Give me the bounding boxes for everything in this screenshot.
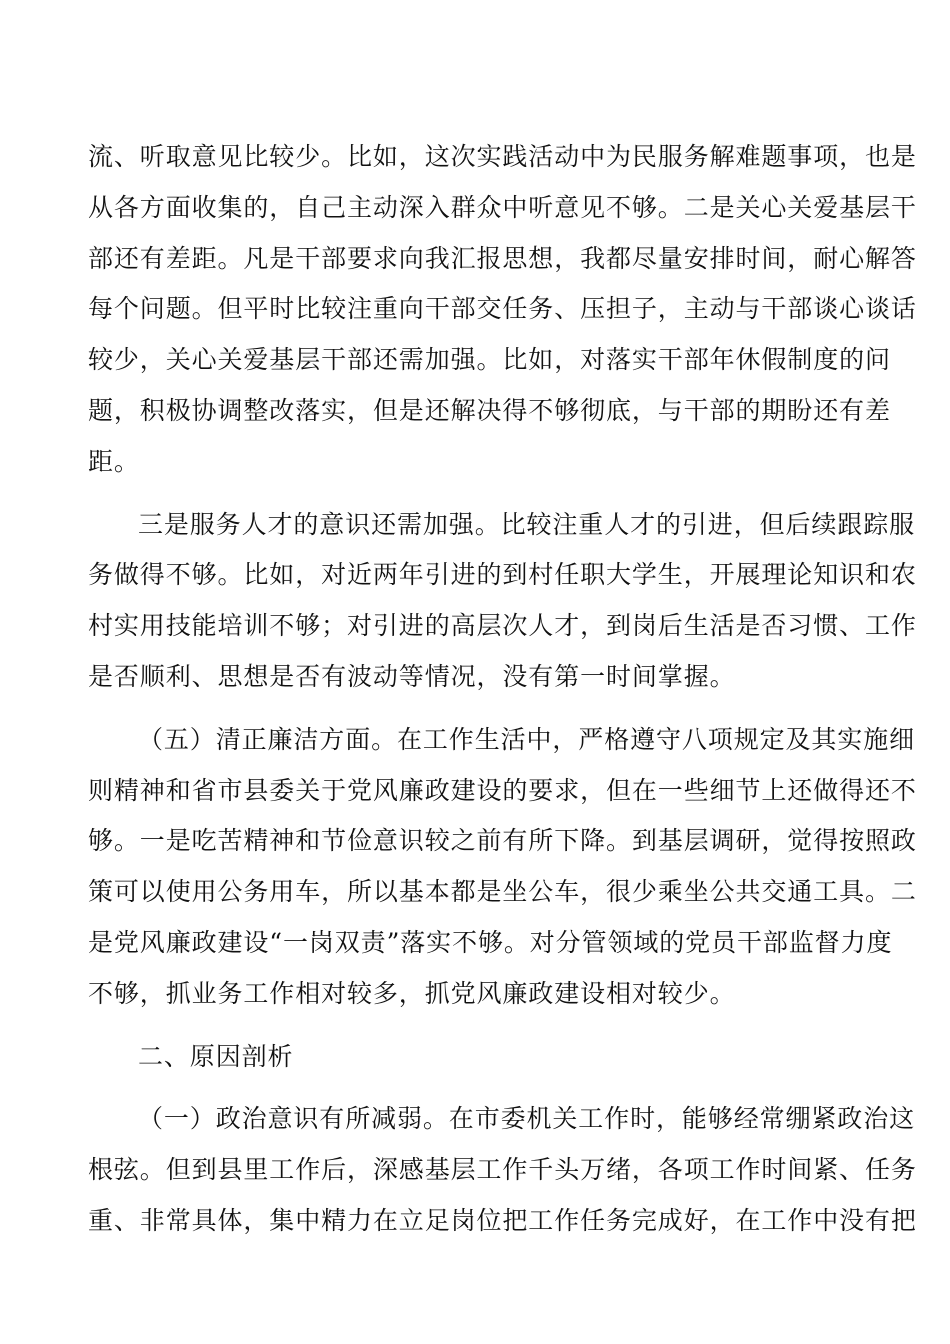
text-line: 题，积极协调整改落实，但是还解决得不够彻底，与干部的期盼还有差 bbox=[88, 395, 891, 425]
text-line: 距。 bbox=[88, 446, 140, 476]
text-line: 不够，抓业务工作相对较多，抓党风廉政建设相对较少。 bbox=[88, 978, 736, 1008]
text-line: 部还有差距。凡是干部要求向我汇报思想，我都尽量安排时间，耐心解答 bbox=[88, 243, 917, 273]
text-line: 够。一是吃苦精神和节俭意识较之前有所下降。到基层调研，觉得按照政 bbox=[88, 826, 917, 856]
section-heading-line: （五）清正廉洁方面。在工作生活中，严格遵守八项规定及其实施细 bbox=[138, 724, 916, 754]
paragraph-first-line: 三是服务人才的意识还需加强。比较注重人才的引进，但后续跟踪服 bbox=[138, 509, 916, 539]
text-line: 务做得不够。比如，对近两年引进的到村任职大学生，开展理论知识和农 bbox=[88, 560, 917, 590]
text-line: 流、听取意见比较少。比如，这次实践活动中为民服务解难题事项，也是 bbox=[88, 142, 917, 171]
text-line: 重、非常具体，集中精力在立足岗位把工作任务完成好，在工作中没有把 bbox=[88, 1205, 917, 1235]
text-line: 根弦。但到县里工作后，深感基层工作千头万绪，各项工作时间紧、任务 bbox=[88, 1155, 917, 1185]
text-line: 策可以使用公务用车，所以基本都是坐公车，很少乘坐公共交通工具。二 bbox=[88, 877, 917, 907]
text-line: 较少，关心关爱基层干部还需加强。比如，对落实干部年休假制度的问 bbox=[88, 345, 891, 375]
text-line: 从各方面收集的，自己主动深入群众中听意见不够。二是关心关爱基层干 bbox=[88, 192, 917, 222]
text-line: 村实用技能培训不够；对引进的高层次人才，到岗后生活是否习惯、工作 bbox=[88, 611, 917, 641]
section-heading: 二、原因剖析 bbox=[138, 1041, 294, 1071]
text-line: 是党风廉政建设“一岗双责”落实不够。对分管领域的党员干部监督力度 bbox=[88, 927, 893, 957]
text-line: 每个问题。但平时比较注重向干部交任务、压担子，主动与干部谈心谈话 bbox=[88, 294, 917, 324]
document-body bbox=[88, 132, 917, 1247]
subsection-heading-line: （一）政治意识有所减弱。在市委机关工作时，能够经常绷紧政治这 bbox=[138, 1104, 916, 1134]
text-line: 则精神和省市县委关于党风廉政建设的要求，但在一些细节上还做得还不 bbox=[88, 775, 917, 805]
text-line: 是否顺利、思想是否有波动等情况，没有第一时间掌握。 bbox=[88, 661, 736, 691]
